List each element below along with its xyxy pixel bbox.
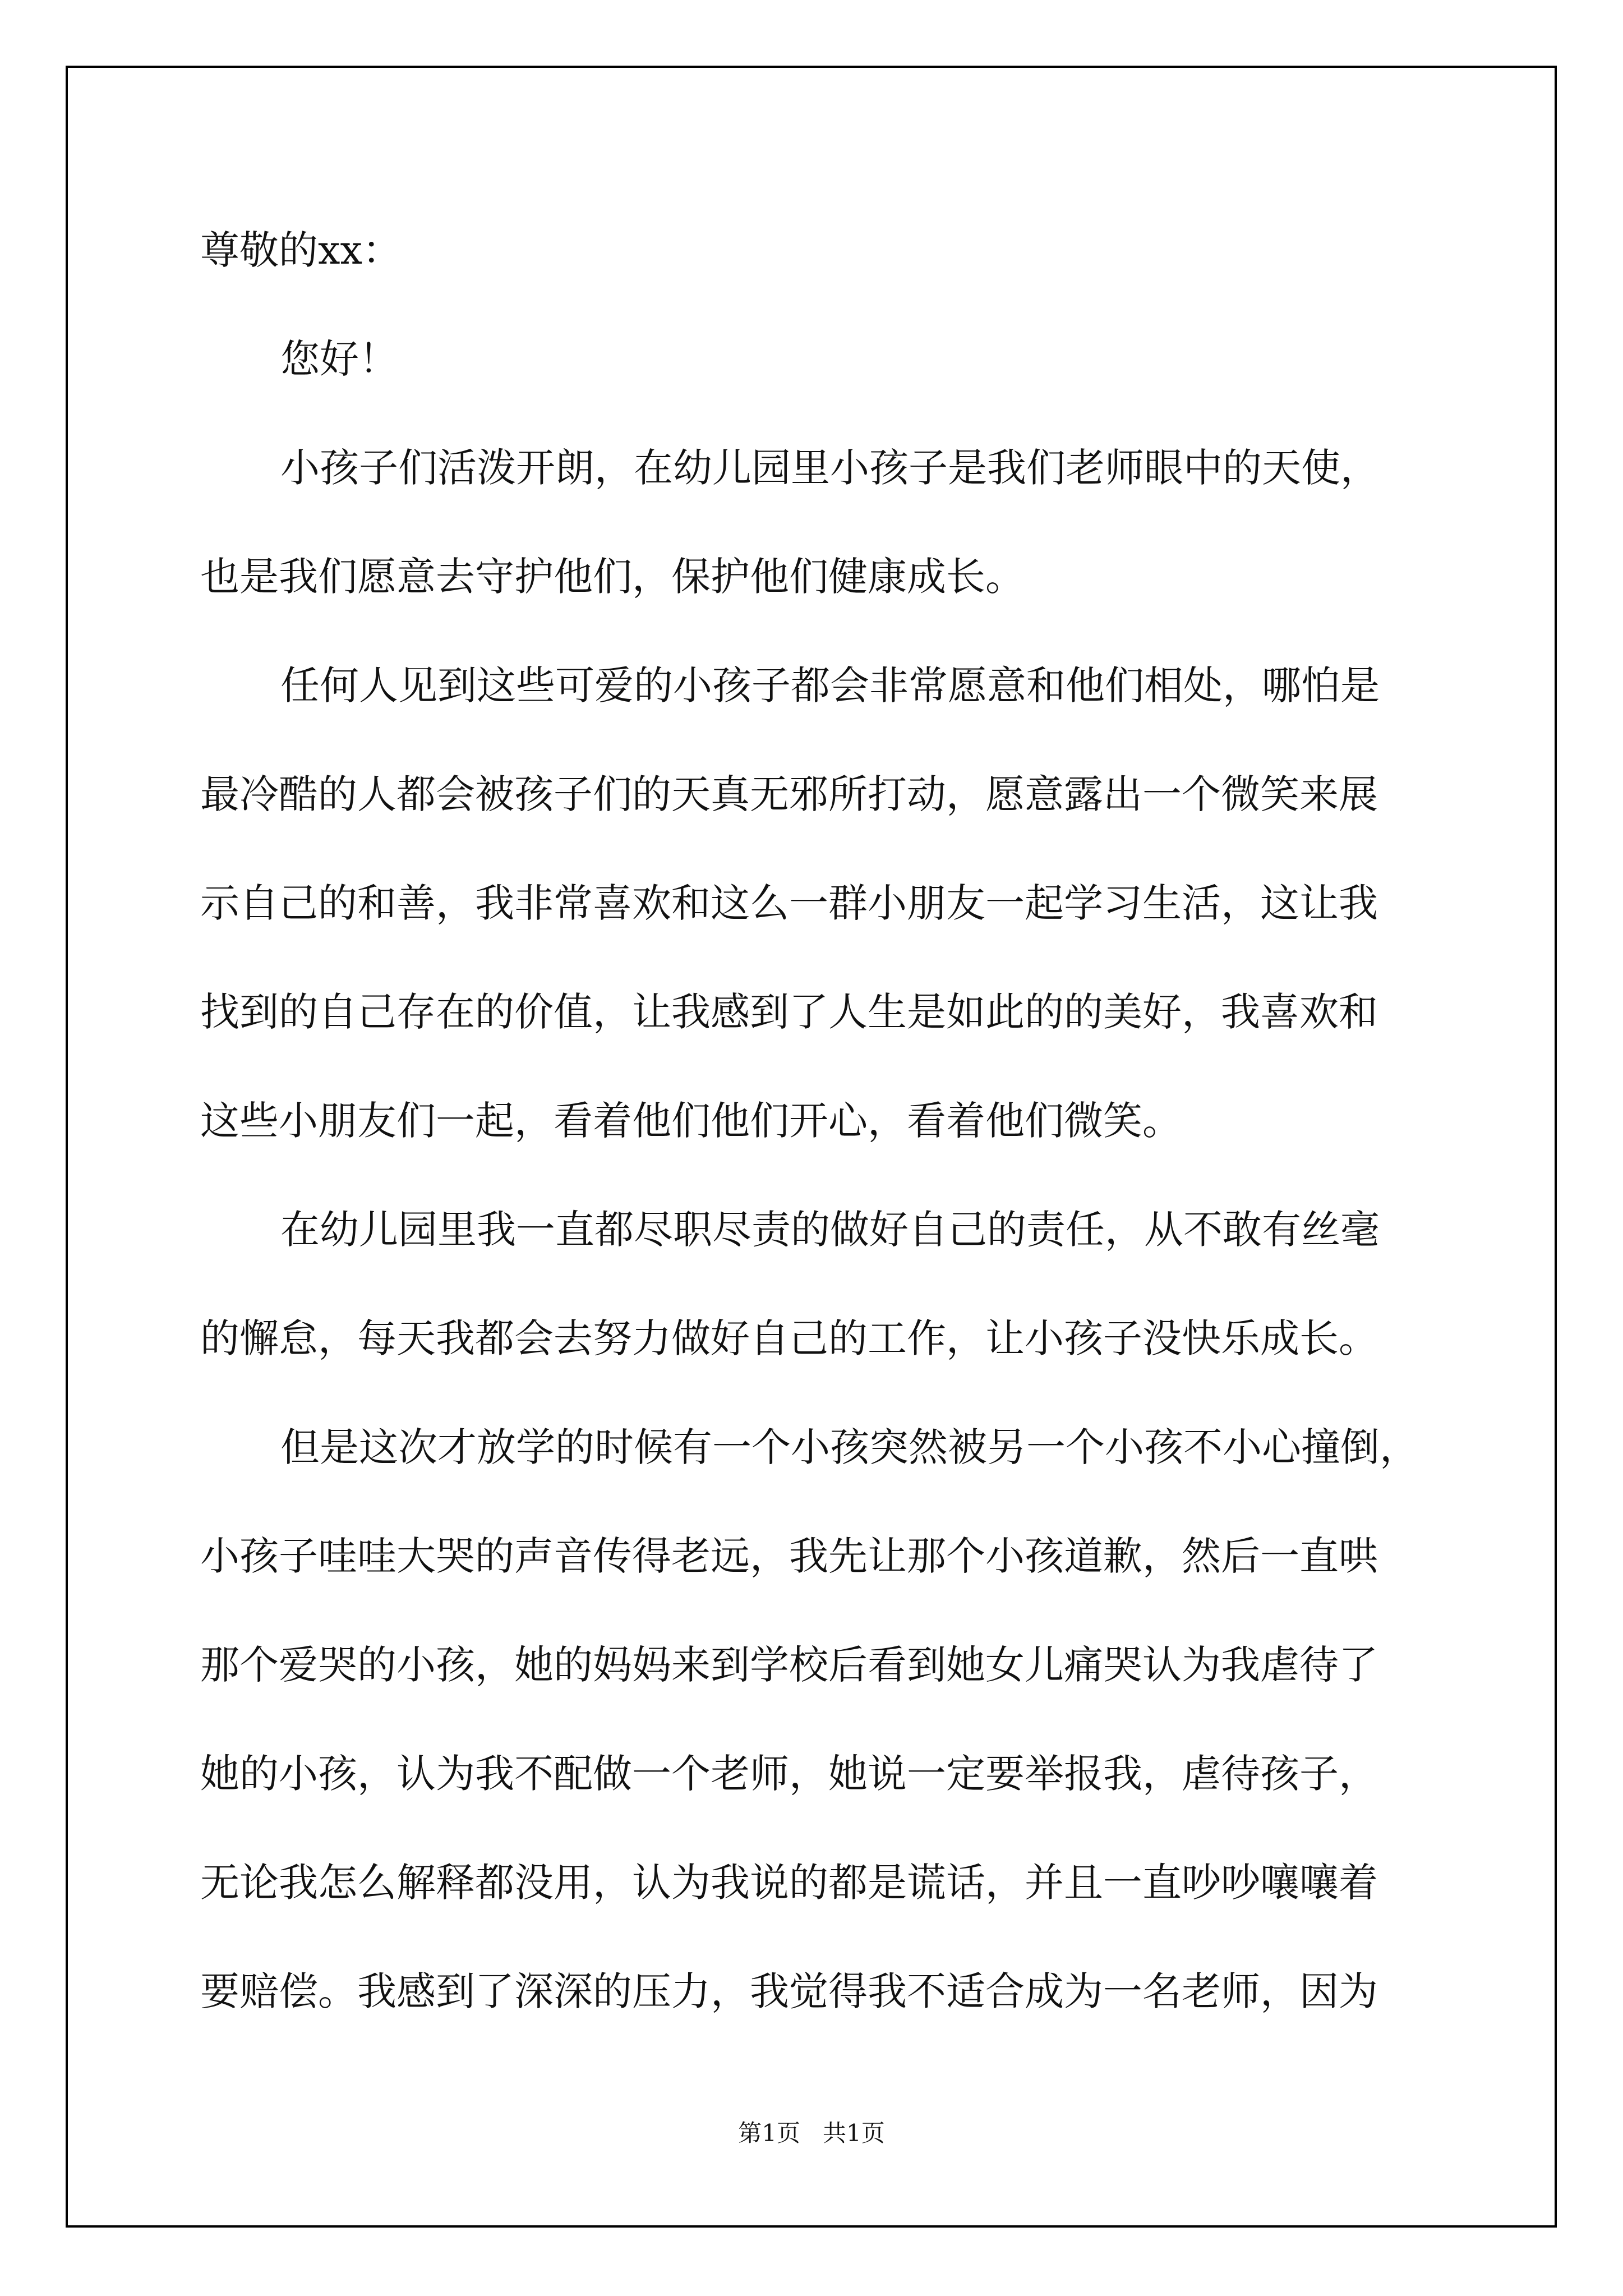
paragraph-line: 找到的自己存在的价值，让我感到了人生是如此的的美好，我喜欢和 bbox=[200, 989, 1378, 1035]
salutation: 尊敬的xx： bbox=[200, 227, 402, 273]
paragraph-line: 也是我们愿意去守护他们，保护他们健康成长。 bbox=[200, 554, 1025, 600]
paragraph-line: 小孩子们活泼开朗，在幼儿园里小孩子是我们老师眼中的天使， bbox=[280, 445, 1380, 491]
paragraph-line: 小孩子哇哇大哭的声音传得老远，我先让那个小孩道歉，然后一直哄 bbox=[200, 1533, 1378, 1579]
page-number-footer: 第1页 共1页 bbox=[738, 2119, 885, 2147]
paragraph-line: 在幼儿园里我一直都尽职尽责的做好自己的责任，从不敢有丝毫 bbox=[280, 1207, 1380, 1253]
paragraph-line: 的懈怠，每天我都会去努力做好自己的工作，让小孩子没快乐成长。 bbox=[200, 1315, 1378, 1361]
paragraph-line: 要赔偿。我感到了深深的压力，我觉得我不适合成为一名老师，因为 bbox=[200, 1968, 1378, 2014]
paragraph-line: 示自己的和善，我非常喜欢和这么一群小朋友一起学习生活，这让我 bbox=[200, 880, 1378, 926]
paragraph-line: 但是这次才放学的时候有一个小孩突然被另一个小孩不小心撞倒， bbox=[280, 1424, 1419, 1470]
paragraph-line: 那个爱哭的小孩，她的妈妈来到学校后看到她女儿痛哭认为我虐待了 bbox=[200, 1642, 1378, 1688]
letter-body bbox=[200, 222, 1448, 2072]
greeting: 您好！ bbox=[280, 336, 398, 382]
paragraph-line: 最冷酷的人都会被孩子们的天真无邪所打动，愿意露出一个微笑来展 bbox=[200, 771, 1378, 817]
paragraph-line: 她的小孩，认为我不配做一个老师，她说一定要举报我，虐待孩子， bbox=[200, 1751, 1378, 1797]
paragraph-line: 这些小朋友们一起，看着他们他们开心，看着他们微笑。 bbox=[200, 1098, 1182, 1144]
paragraph-line: 任何人见到这些可爱的小孩子都会非常愿意和他们相处，哪怕是 bbox=[280, 662, 1380, 708]
paragraph-line: 无论我怎么解释都没用，认为我说的都是谎话，并且一直吵吵嚷嚷着 bbox=[200, 1860, 1378, 1906]
